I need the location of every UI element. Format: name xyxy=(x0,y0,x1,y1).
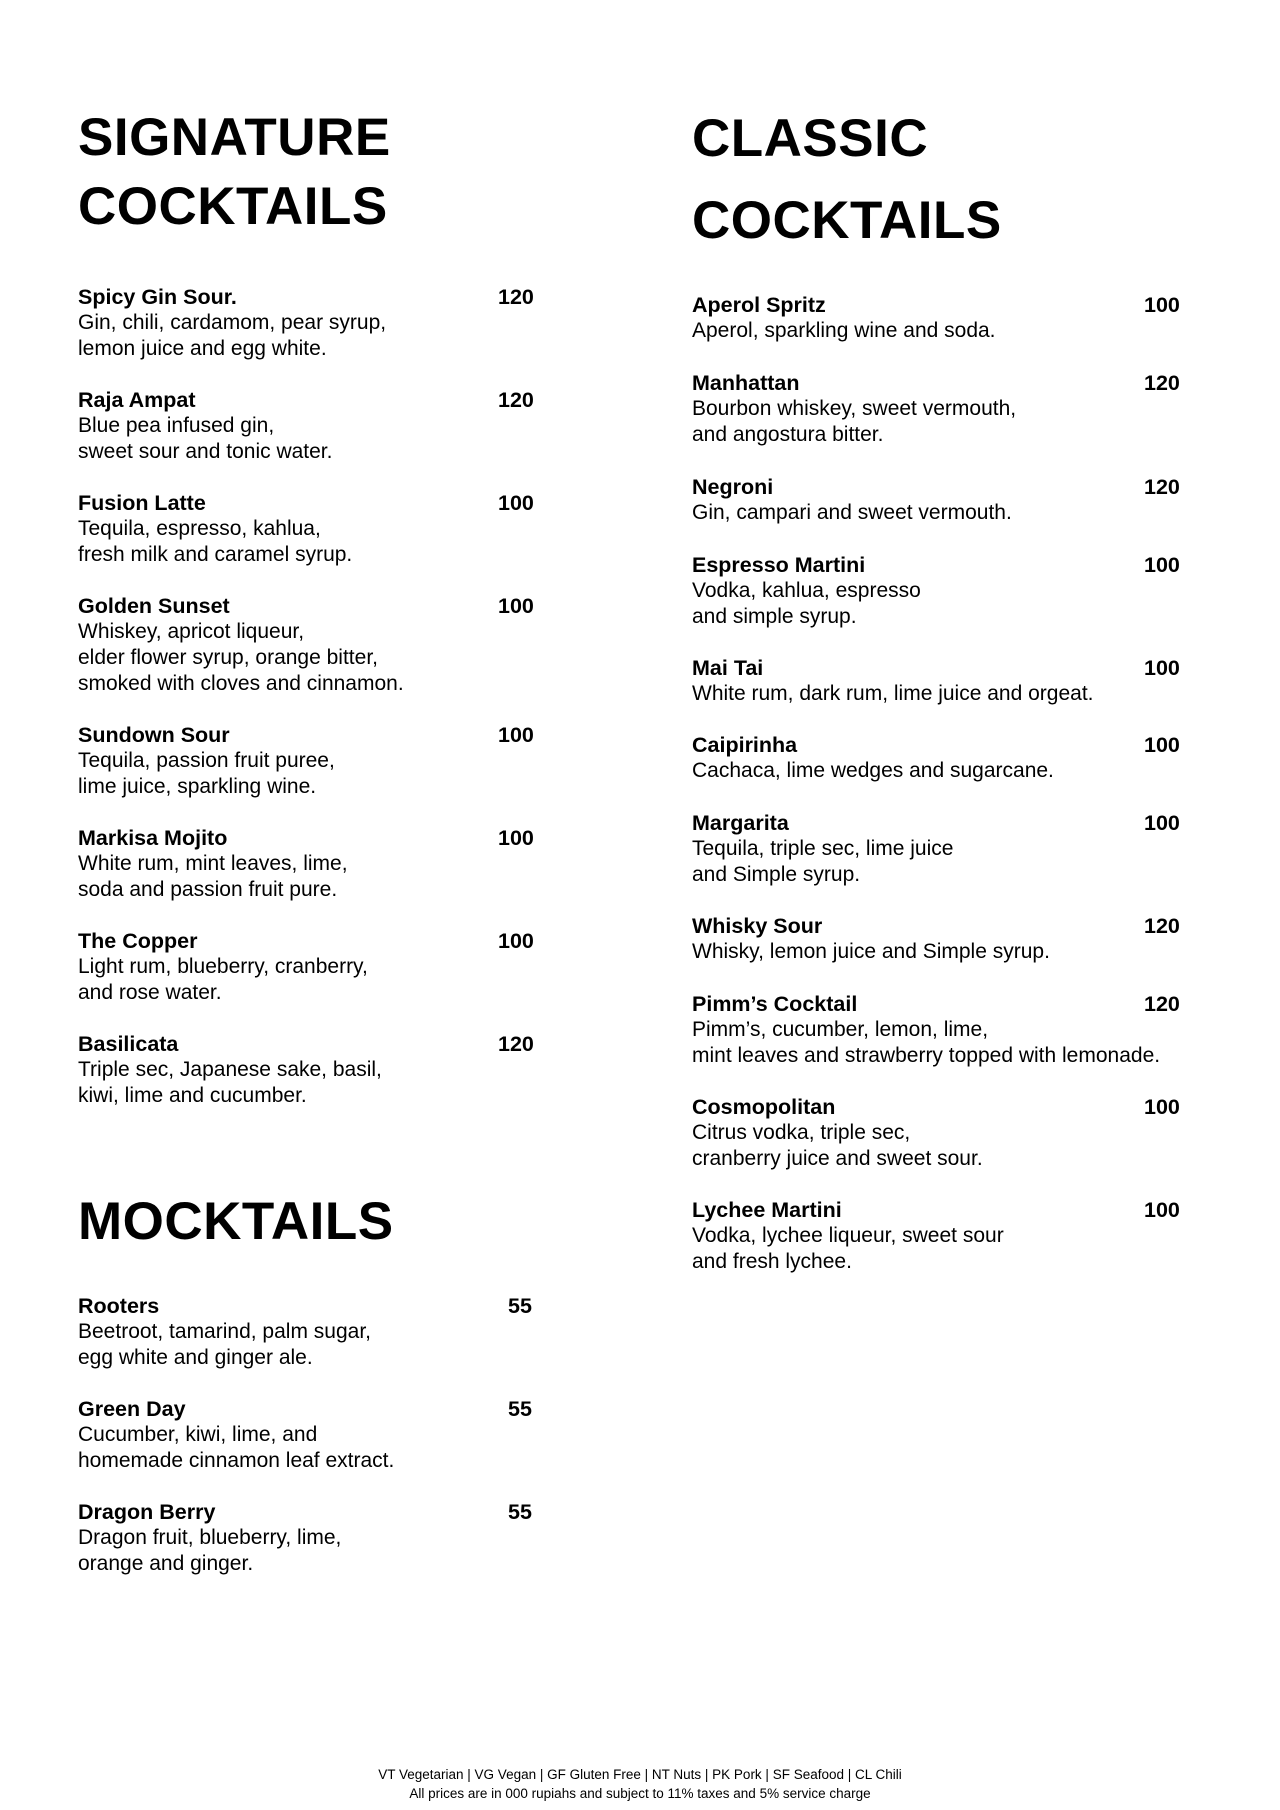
menu-item-description-line: egg white and ginger ale. xyxy=(78,1346,313,1369)
menu-item-price: 120 xyxy=(1144,475,1180,499)
menu-item xyxy=(692,913,1232,965)
menu-item xyxy=(78,593,538,697)
menu-item-description-line: and fresh lychee. xyxy=(692,1250,852,1273)
menu-item-header xyxy=(78,1499,538,1525)
menu-item-price: 55 xyxy=(508,1397,532,1421)
menu-item xyxy=(78,825,538,903)
menu-item-description xyxy=(78,954,538,1006)
classic-title-line-1: CLASSIC xyxy=(692,109,929,168)
menu-item xyxy=(692,1197,1232,1275)
menu-item-description-line: and angostura bitter. xyxy=(692,423,884,446)
menu-item-name: The Copper xyxy=(78,929,198,953)
menu-item-name: Negroni xyxy=(692,475,774,499)
menu-item-price: 100 xyxy=(1144,656,1180,680)
menu-item-header xyxy=(692,474,1232,500)
menu-item-name: Spicy Gin Sour. xyxy=(78,285,237,309)
menu-item-description-line: Citrus vodka, triple sec, xyxy=(692,1121,911,1144)
menu-item xyxy=(692,1094,1232,1172)
menu-item-description-line: Tequila, espresso, kahlua, xyxy=(78,517,321,540)
menu-item-name: Green Day xyxy=(78,1397,186,1421)
menu-item-description-line: Cachaca, lime wedges and sugarcane. xyxy=(692,759,1054,782)
menu-item-description xyxy=(692,500,1232,526)
menu-item-name: Aperol Spritz xyxy=(692,293,826,317)
menu-item-name: Espresso Martini xyxy=(692,553,866,577)
menu-item-description xyxy=(692,396,1232,448)
menu-item-price: 120 xyxy=(1144,992,1180,1016)
menu-item-header xyxy=(78,825,538,851)
menu-item xyxy=(78,928,538,1006)
menu-item-description-line: elder flower syrup, orange bitter, xyxy=(78,646,378,669)
menu-item-description-line: Aperol, sparkling wine and soda. xyxy=(692,319,996,342)
menu-item-description-line: Beetroot, tamarind, palm sugar, xyxy=(78,1320,371,1343)
menu-item-description-line: Cucumber, kiwi, lime, and xyxy=(78,1423,318,1446)
menu-item-description xyxy=(78,1319,538,1371)
menu-item-header xyxy=(78,1293,538,1319)
menu-item-description-line: Whisky, lemon juice and Simple syrup. xyxy=(692,940,1050,963)
menu-item-description-line: White rum, mint leaves, lime, xyxy=(78,852,348,875)
menu-item-description-line: kiwi, lime and cucumber. xyxy=(78,1084,307,1107)
classic-title-line-2: COCKTAILS xyxy=(692,191,1002,250)
menu-item-header xyxy=(692,655,1232,681)
menu-item-description-line: Gin, chili, cardamom, pear syrup, xyxy=(78,311,387,334)
menu-item-name: Caipirinha xyxy=(692,733,798,757)
menu-item-description-line: homemade cinnamon leaf extract. xyxy=(78,1449,395,1472)
menu-item-header xyxy=(78,284,538,310)
menu-item-name: Markisa Mojito xyxy=(78,826,228,850)
signature-title-line-1: SIGNATURE xyxy=(78,108,391,167)
menu-item-description-line: Blue pea infused gin, xyxy=(78,414,275,437)
menu-item-description-line: and Simple syrup. xyxy=(692,863,861,886)
menu-item xyxy=(692,370,1232,448)
menu-item-name: Raja Ampat xyxy=(78,388,196,412)
menu-item-description xyxy=(78,1525,538,1577)
menu-item xyxy=(78,387,538,465)
menu-item-description-line: cranberry juice and sweet sour. xyxy=(692,1147,983,1170)
menu-item-name: Pimm’s Cocktail xyxy=(692,992,858,1016)
menu-item-header xyxy=(78,1031,538,1057)
menu-item-description xyxy=(692,1017,1232,1069)
menu-item-description-line: Triple sec, Japanese sake, basil, xyxy=(78,1058,382,1081)
menu-item-price: 120 xyxy=(498,285,534,309)
menu-item xyxy=(78,490,538,568)
menu-item-description xyxy=(78,1057,538,1109)
menu-item-description xyxy=(78,851,538,903)
menu-item-description xyxy=(78,1422,538,1474)
signature-title-line-2: COCKTAILS xyxy=(78,177,388,236)
menu-item-price: 55 xyxy=(508,1294,532,1318)
menu-item-price: 100 xyxy=(1144,553,1180,577)
menu-item-description-line: Vodka, lychee liqueur, sweet sour xyxy=(692,1224,1004,1247)
menu-item-description xyxy=(692,578,1232,630)
menu-item-name: Mai Tai xyxy=(692,656,764,680)
menu-item-description-line: and simple syrup. xyxy=(692,605,857,628)
menu-item-price: 100 xyxy=(498,491,534,515)
menu-item-header xyxy=(78,1396,538,1422)
menu-item-name: Fusion Latte xyxy=(78,491,206,515)
menu-item-header xyxy=(692,370,1232,396)
menu-item-header xyxy=(692,1197,1232,1223)
menu-item-description-line: soda and passion fruit pure. xyxy=(78,878,338,901)
menu-item xyxy=(692,732,1232,784)
mocktails-title-line-1: MOCKTAILS xyxy=(78,1192,394,1251)
menu-item-header xyxy=(692,991,1232,1017)
menu-item-name: Whisky Sour xyxy=(692,914,823,938)
menu-item-price: 120 xyxy=(498,1032,534,1056)
menu-item-description-line: fresh milk and caramel syrup. xyxy=(78,543,353,566)
menu-item-description xyxy=(692,318,1232,344)
menu-item-name: Margarita xyxy=(692,811,789,835)
menu-item xyxy=(78,1293,538,1371)
menu-item-description-line: Light rum, blueberry, cranberry, xyxy=(78,955,368,978)
menu-item-price: 120 xyxy=(498,388,534,412)
dietary-legend: VT Vegetarian | VG Vegan | GF Gluten Free | NT Nuts | PK Pork | SF Seafood | CL Chili xyxy=(378,1767,902,1782)
menu-item-name: Rooters xyxy=(78,1294,160,1318)
menu-item-header xyxy=(692,913,1232,939)
menu-item-description xyxy=(78,413,538,465)
menu-item-description xyxy=(692,1223,1232,1275)
menu-item-description xyxy=(692,758,1232,784)
menu-item-description-line: Whiskey, apricot liqueur, xyxy=(78,620,305,643)
menu-item-price: 100 xyxy=(1144,293,1180,317)
menu-item xyxy=(78,1499,538,1577)
menu-item-description-line: lime juice, sparkling wine. xyxy=(78,775,317,798)
menu-item-description xyxy=(78,619,538,697)
menu-item-price: 100 xyxy=(498,723,534,747)
menu-item-description-line: Tequila, passion fruit puree, xyxy=(78,749,335,772)
menu-item-price: 100 xyxy=(1144,1095,1180,1119)
menu-item-price: 120 xyxy=(1144,371,1180,395)
footer xyxy=(0,1765,1280,1803)
price-note: All prices are in 000 rupiahs and subject to 11% taxes and 5% service charge xyxy=(409,1786,871,1801)
menu-item-header xyxy=(692,810,1232,836)
menu-item-description-line: Dragon fruit, blueberry, lime, xyxy=(78,1526,342,1549)
menu-item-price: 100 xyxy=(1144,1198,1180,1222)
menu-item-description-line: Tequila, triple sec, lime juice xyxy=(692,837,954,860)
menu-item-header xyxy=(692,292,1232,318)
menu-item-description xyxy=(78,748,538,800)
menu-item-header xyxy=(692,552,1232,578)
menu-item-description-line: mint leaves and strawberry topped with lemonade. xyxy=(692,1044,1161,1067)
menu-item-price: 100 xyxy=(498,929,534,953)
classic-cocktails-title xyxy=(692,98,1002,262)
menu-item-description-line: and rose water. xyxy=(78,981,222,1004)
menu-item-description xyxy=(78,310,538,362)
menu-item-description xyxy=(692,939,1232,965)
menu-item-name: Cosmopolitan xyxy=(692,1095,836,1119)
menu-item-name: Manhattan xyxy=(692,371,800,395)
menu-item xyxy=(692,991,1232,1069)
menu-item-header xyxy=(78,928,538,954)
menu-item-price: 100 xyxy=(498,594,534,618)
menu-item-name: Golden Sunset xyxy=(78,594,230,618)
menu-item-header xyxy=(78,593,538,619)
mocktails-title xyxy=(78,1187,394,1256)
menu-item xyxy=(78,1396,538,1474)
menu-item xyxy=(692,292,1232,344)
menu-item-price: 100 xyxy=(498,826,534,850)
menu-item-description-line: smoked with cloves and cinnamon. xyxy=(78,672,404,695)
menu-item-description-line: White rum, dark rum, lime juice and orgeat. xyxy=(692,682,1094,705)
menu-item-price: 100 xyxy=(1144,811,1180,835)
menu-item-price: 100 xyxy=(1144,733,1180,757)
menu-item-description-line: Bourbon whiskey, sweet vermouth, xyxy=(692,397,1017,420)
signature-cocktails-title xyxy=(78,103,391,241)
menu-item-header xyxy=(78,387,538,413)
menu-item-description xyxy=(692,681,1232,707)
menu-item-description-line: Pimm’s, cucumber, lemon, lime, xyxy=(692,1018,989,1041)
menu-item-name: Dragon Berry xyxy=(78,1500,216,1524)
menu-item xyxy=(692,655,1232,707)
menu-item-name: Sundown Sour xyxy=(78,723,230,747)
menu-item-name: Lychee Martini xyxy=(692,1198,842,1222)
menu-item-header xyxy=(692,732,1232,758)
menu-item xyxy=(78,1031,538,1109)
menu-item-description-line: orange and ginger. xyxy=(78,1552,254,1575)
menu-item-description-line: lemon juice and egg white. xyxy=(78,337,327,360)
menu-item-price: 55 xyxy=(508,1500,532,1524)
menu-item-header xyxy=(78,722,538,748)
menu-item xyxy=(692,474,1232,526)
menu-item-description xyxy=(692,1120,1232,1172)
menu-item-description-line: Gin, campari and sweet vermouth. xyxy=(692,501,1012,524)
menu-item xyxy=(692,810,1232,888)
menu-item xyxy=(78,284,538,362)
menu-item-price: 120 xyxy=(1144,914,1180,938)
menu-item-description xyxy=(692,836,1232,888)
menu-item-description xyxy=(78,516,538,568)
menu-item-header xyxy=(692,1094,1232,1120)
menu-item xyxy=(78,722,538,800)
menu-item-name: Basilicata xyxy=(78,1032,179,1056)
menu-item-description-line: sweet sour and tonic water. xyxy=(78,440,333,463)
menu-item-description-line: Vodka, kahlua, espresso xyxy=(692,579,921,602)
menu-item-header xyxy=(78,490,538,516)
menu-item xyxy=(692,552,1232,630)
